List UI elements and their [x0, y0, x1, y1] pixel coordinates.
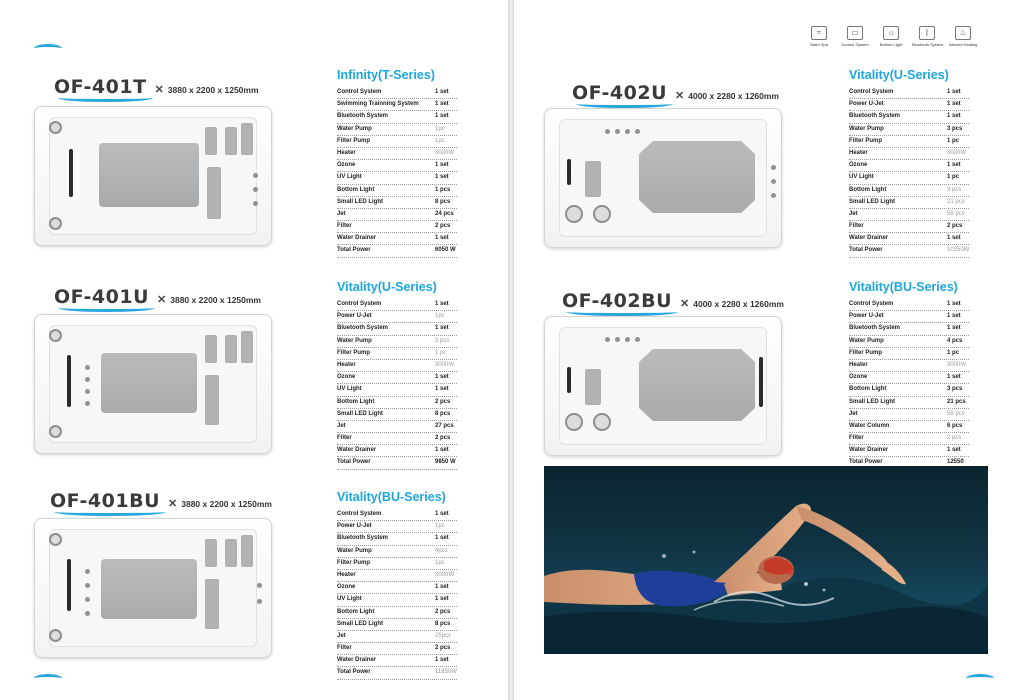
spec-row: Control System 1 set: [849, 299, 969, 311]
spec-row: Total Power 11850W: [337, 667, 457, 679]
spec-row: Control System 1 set: [337, 87, 457, 99]
spec-row: Jet 25pcs: [337, 631, 457, 643]
spec-row: Jet 58 pcs: [849, 209, 969, 221]
spec-row: Filter 2 pcs: [337, 221, 457, 233]
series-title: Vitality(BU-Series): [337, 490, 446, 504]
brand-swoosh-bottom: [34, 674, 62, 683]
spec-row: Ozone 1 set: [337, 160, 457, 172]
spec-row: Total Power 9850 W: [337, 457, 457, 469]
control-panel-icon: ▭ Control System: [841, 28, 869, 47]
spec-rows: [849, 299, 969, 470]
spec-row: Control System 1 set: [337, 299, 457, 311]
dimension-cross-icon: ✕: [675, 90, 685, 102]
swimmer-illustration: [544, 466, 988, 654]
spec-row: Small LED Light 21 pcs: [849, 197, 969, 209]
spec-row: Water Pump 4 pcs: [849, 336, 969, 348]
spec-row: Bottom Light 2 pcs: [337, 607, 457, 619]
brand-swoosh-bottom-right: [966, 674, 994, 683]
spec-row: Bluetooth System 1 set: [849, 111, 969, 123]
spec-row: Power U-Jet 1pc: [337, 521, 457, 533]
spec-row: Water Drainer 1 set: [337, 445, 457, 457]
spec-row: Bluetooth System 1 set: [849, 323, 969, 335]
spec-table-402u: [849, 68, 969, 258]
spec-row: Small LED Light 8 pcs: [337, 619, 457, 631]
spec-row: UV Light 1 set: [337, 172, 457, 184]
series-title: Vitality(U-Series): [337, 280, 437, 294]
spec-row: Swimming Trainning System 1 set: [337, 99, 457, 111]
spec-rows: [337, 299, 457, 470]
spec-row: Filter 2 pcs: [849, 433, 969, 445]
spec-rows: [337, 509, 457, 680]
spec-row: Small LED Light 8 pcs: [337, 197, 457, 209]
spec-row: Total Power 6050 W: [337, 245, 457, 257]
spec-table-401u: [337, 280, 457, 470]
spec-row: Bottom Light 3 pcs: [849, 384, 969, 396]
spec-row: Control System 1 set: [849, 87, 969, 99]
dimensions: 3880 x 2200 x 1250mm: [181, 498, 272, 509]
spec-row: Heater 3000W: [849, 148, 969, 160]
spec-table-401bu: [337, 490, 457, 680]
spec-row: Small LED Light 8 pcs: [337, 409, 457, 421]
model-code: OF-401BU: [50, 490, 161, 512]
spec-row: Bluetooth System 1 set: [337, 323, 457, 335]
spec-table-402bu: [849, 280, 969, 470]
swimmer-icon: ≈ Swim Spa: [809, 28, 828, 47]
spec-row: Water Drainer 1 set: [849, 233, 969, 245]
spec-row: Water Drainer 1 set: [849, 445, 969, 457]
spec-row: Water Column 6 pcs: [849, 421, 969, 433]
spec-row: Total Power 10350W: [849, 245, 969, 257]
spec-row: Control System 1 set: [337, 509, 457, 521]
spec-row: Power U-Jet 1 set: [849, 311, 969, 323]
product-header-401u: [54, 286, 261, 308]
spa-image-401bu: [34, 518, 272, 658]
spa-image-401t: [34, 106, 272, 246]
dimension-cross-icon: ✕: [157, 294, 167, 306]
spec-row: Power U-Jet 1pc: [337, 311, 457, 323]
spec-rows: [337, 87, 457, 258]
spec-table-401t: [337, 68, 457, 258]
dimensions: 4000 x 2280 x 1260mm: [688, 90, 779, 101]
spec-row: Filter Pump 1pc: [337, 558, 457, 570]
bluetooth-icon: ᛒ Bluetooth System: [912, 28, 944, 47]
spec-row: Power U-Jet 1 set: [849, 99, 969, 111]
spec-row: Bottom Light 2 pcs: [337, 397, 457, 409]
spec-row: Jet 27 pcs: [337, 421, 457, 433]
bulb-icon: ☼ Bottom Light: [879, 28, 903, 47]
spec-row: Filter 2 pcs: [337, 643, 457, 655]
spec-row: Small LED Light 21 pcs: [849, 397, 969, 409]
dimensions: 3880 x 2200 x 1250mm: [167, 84, 259, 95]
product-header-402bu: [562, 290, 784, 312]
series-title: Vitality(BU-Series): [849, 280, 958, 294]
spec-row: UV Light 1 set: [337, 384, 457, 396]
spec-row: Filter Pump 1 pc: [849, 136, 969, 148]
spec-row: Jet 24 pcs: [337, 209, 457, 221]
spec-row: Water Pump 1pc: [337, 124, 457, 136]
spec-row: Water Pump 3 pcs: [849, 124, 969, 136]
dimensions: 4000 x 2280 x 1260mm: [693, 298, 784, 309]
spec-rows: [849, 87, 969, 258]
product-header-401bu: [50, 490, 272, 512]
spec-row: Bottom Light 1 pcs: [337, 185, 457, 197]
swimmer-photo: [544, 466, 988, 654]
spec-row: Ozone 1 set: [849, 160, 969, 172]
model-code: OF-402U: [572, 82, 668, 104]
spec-row: Filter 2 pcs: [849, 221, 969, 233]
spec-row: UV Light 1 pc: [849, 172, 969, 184]
dimension-cross-icon: ✕: [154, 84, 164, 96]
spec-row: Ozone 1 set: [337, 582, 457, 594]
spec-row: Bluetooth System 1 set: [337, 533, 457, 545]
model-code: OF-401U: [54, 286, 150, 308]
spec-row: Heater 3000W: [337, 360, 457, 372]
dimension-cross-icon: ✕: [168, 498, 178, 510]
spec-row: Filter Pump 1 pc: [337, 348, 457, 360]
spec-row: Ozone 1 set: [849, 372, 969, 384]
model-code: OF-402BU: [562, 290, 673, 312]
spec-row: Bluetooth System 1 set: [337, 111, 457, 123]
spa-image-402u: [544, 108, 782, 248]
spec-row: Water Pump 4pcs: [337, 546, 457, 558]
brand-swoosh-top: [34, 44, 62, 53]
catalog-left-page: [0, 0, 508, 700]
series-title: Infinity(T-Series): [337, 68, 435, 82]
product-header-402u: [572, 82, 779, 104]
spec-row: UV Light 1 set: [337, 594, 457, 606]
dimension-cross-icon: ✕: [680, 298, 690, 310]
series-title: Vitality(U-Series): [849, 68, 949, 82]
spec-row: Filter 2 pcs: [337, 433, 457, 445]
spec-row: Filter Pump 1 pc: [849, 348, 969, 360]
spec-row: Heater 3000W: [849, 360, 969, 372]
catalog-right-page: [514, 0, 1024, 700]
spec-row: Filter Pump 1pc: [337, 136, 457, 148]
spec-row: Heater 3000W: [337, 148, 457, 160]
spec-row: Bottom Light 3 pcs: [849, 185, 969, 197]
dimensions: 3880 x 2200 x 1250mm: [170, 294, 261, 305]
spec-row: Total Power 12550: [849, 457, 969, 469]
spec-row: Water Drainer 1 set: [337, 233, 457, 245]
feature-icons: [804, 26, 978, 47]
infrared-icon: ♨ Infrared Heating: [948, 28, 978, 47]
spa-image-402bu: [544, 316, 782, 456]
spec-row: Ozone 1 set: [337, 372, 457, 384]
spec-row: Water Drainer 1 set: [337, 655, 457, 667]
spec-row: Jet 58 pcs: [849, 409, 969, 421]
spa-image-401u: [34, 314, 272, 454]
spec-row: Heater 3000W: [337, 570, 457, 582]
product-header-401t: [54, 76, 259, 98]
spec-row: Water Pump 3 pcs: [337, 336, 457, 348]
model-code: OF-401T: [54, 76, 147, 98]
